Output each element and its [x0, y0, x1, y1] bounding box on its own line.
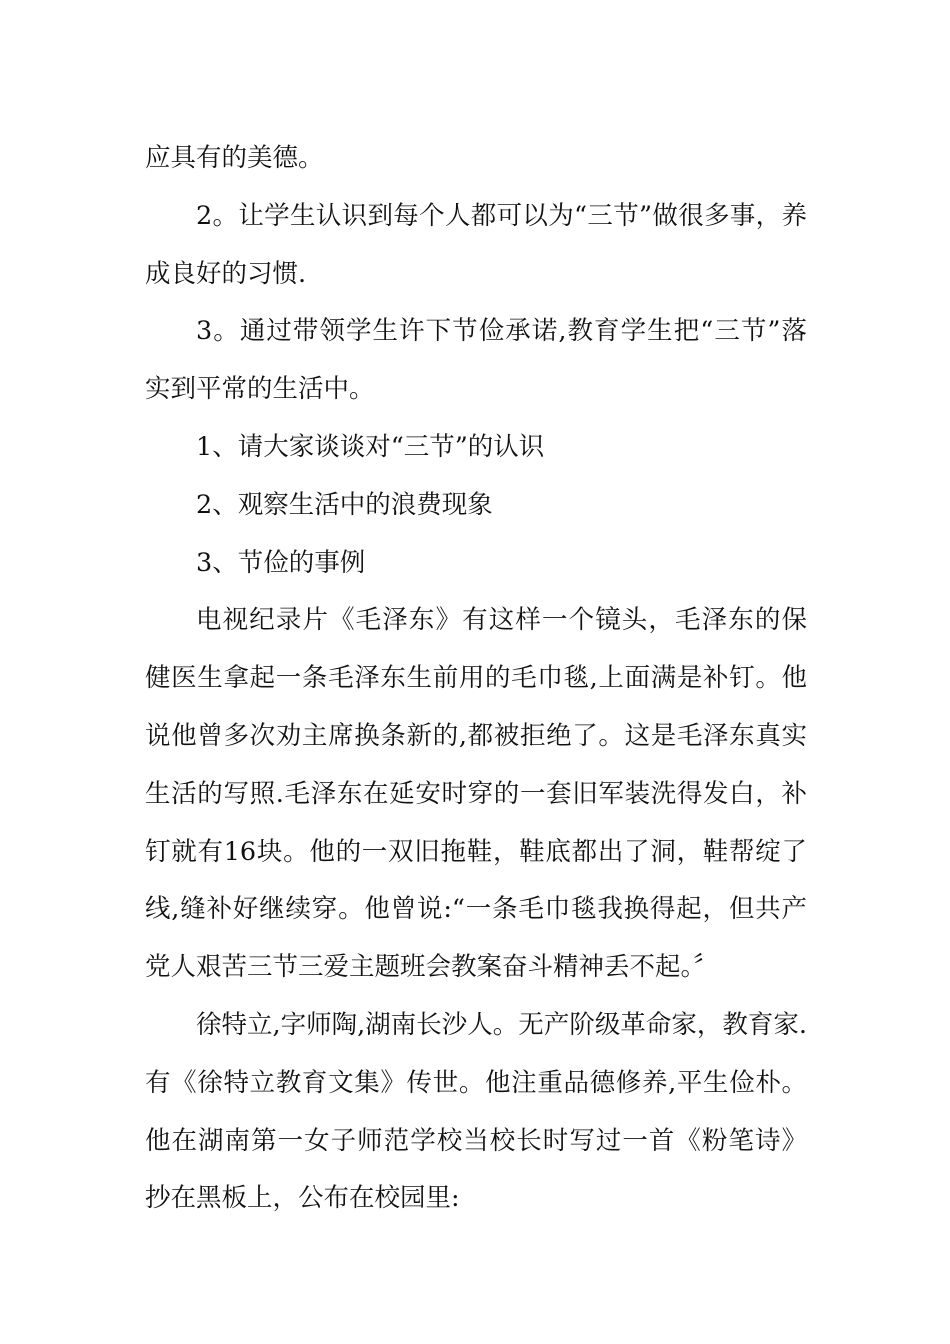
paragraph-6: 3、节俭的事例: [196, 547, 366, 578]
paragraph-3: 3。通过带领学生许下节俭承诺,教育学生把“三节”落实到平常的生活中。: [145, 316, 807, 405]
paragraph-4: 1、请大家谈谈对“三节”的认识: [196, 431, 545, 462]
paragraph-5: 2、观察生活中的浪费现象: [196, 489, 493, 520]
document-body: [145, 130, 807, 1228]
paragraph-1: 应具有的美德。: [145, 143, 324, 173]
paragraph-2: 2。让学生认识到每个人都可以为“三节”做很多事，养成良好的习惯.: [145, 200, 807, 289]
paragraph-8: 徐特立,字师陶,湖南长沙人。无产阶级革命家，教育家.有《徐特立教育文集》传世。他注重品德修养,平生俭朴。他在湖南第一女子师范学校当校长时写过一首《粉笔诗》抄在黑板上，公布在校园里:: [145, 1009, 807, 1214]
paragraph-7: 电视纪录片《毛泽东》有这样一个镜头，毛泽东的保健医生拿起一条毛泽东生前用的毛巾毯,上面满是补钉。他说他曾多次劝主席换条新的,都被拒绝了。这是毛泽东真实生活的写照.毛泽东在延安时穿的一套旧军装洗得发白，补钉就有16块。他的一双旧拖鞋，鞋底都出了洞，鞋帮绽了线,缝补好继续穿。他曾说:“一条毛巾毯我换得起，但共产党人艰苦三节三爱主题班会教案奋斗精神丢不起。〞: [145, 605, 807, 983]
